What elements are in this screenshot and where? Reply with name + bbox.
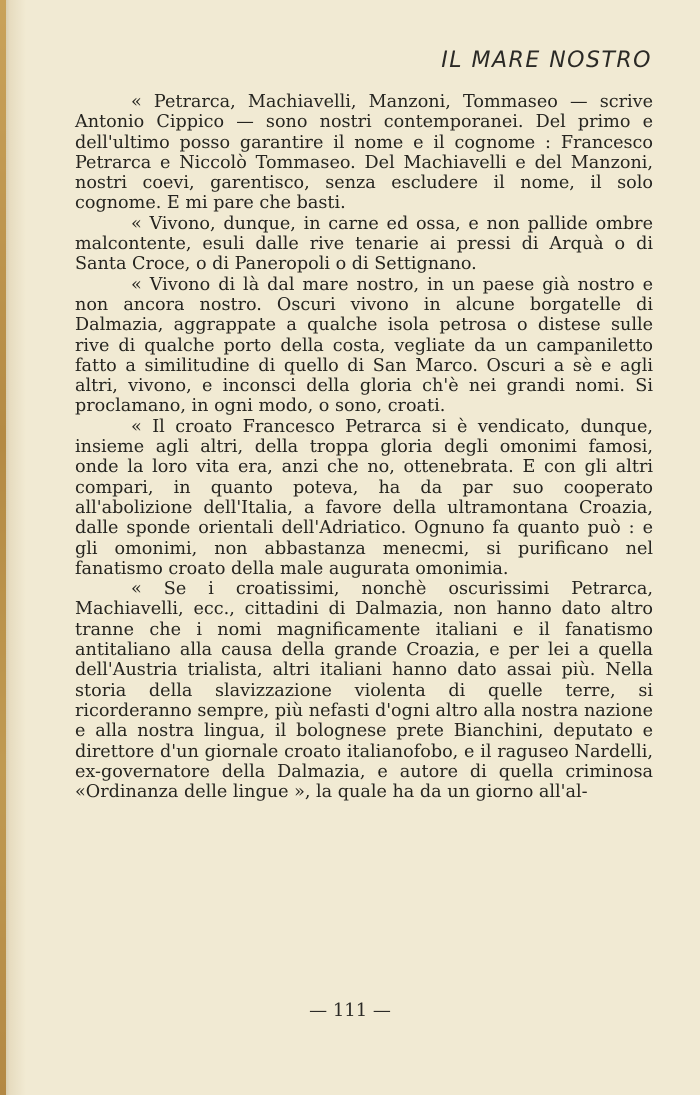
page-binding-edge xyxy=(0,0,6,1095)
paragraph-4: « Il croato Francesco Petrarca si è vendicato, dunque, insieme agli altri, della troppa gloria degli omonimi famosi, onde la loro vita era, anzi che no, ottenebrata. E con gli altri compari, in quanto poteva, ha da par suo cooperato all'abolizione dell'Italia, a favore della ultramontana Croazia, dalle sponde orientali dell'Adriatico. Ognuno fa quanto può : e gli omonimi, non abbastanza menecmi, si purificano nel fanatismo croato della male augurata omonimia. xyxy=(75,416,653,579)
page-number: — 111 — xyxy=(309,1000,391,1021)
paragraph-2: « Vivono, dunque, in carne ed ossa, e non pallide ombre malcontente, esuli dalle rive tenarie ai pressi di Arquà o di Santa Croce, o di Paneropoli o di Settignano. xyxy=(75,213,653,275)
paragraph-3: « Vivono di là dal mare nostro, in un paese già nostro e non ancora nostro. Oscuri vivono in alcune borgatelle di Dalmazia, aggrappate a qualche isola petrosa o distese sulle rive di qualche porto della costa, vegliate da un campaniletto fatto a similitudine di quello di San Marco. Oscuri a sè e agli altri, vivono, e inconsci della gloria ch'è nei grandi nomi. Si proclamano, in ogni modo, o sono, croati. xyxy=(75,274,653,417)
body-text xyxy=(75,92,653,802)
paragraph-5: « Se i croatissimi, nonchè oscurissimi Petrarca, Machiavelli, ecc., cittadini di Dalmazia, non hanno dato altro tranne che i nomi magnificamente italiani e il fanatismo antitaliano alla causa della grande Croazia, e per lei a quella dell'Austria trialista, altri italiani hanno dato assai più. Nella storia della slavizzazione violenta di quelle terre, si ricorderanno sempre, più nefasti d'ogni altro alla nostra nazione e alla nostra lingua, il bolognese prete Bianchini, deputato e direttore d'un giornale croato italianofobo, e il raguseo Nardelli, ex-governatore della Dalmazia, e autore di quella criminosa «Ordinanza delle lingue », la quale ha da un giorno all'al- xyxy=(75,579,653,803)
paragraph-1: « Petrarca, Machiavelli, Manzoni, Tommaseo — scrive Antonio Cippico — sono nostri contemporanei. Del primo e dell'ultimo posso garantire il nome e il cognome : Francesco Petrarca e Niccolò Tommaseo. Del Machiavelli e del Manzoni, nostri coevi, garentisco, senza escludere il nome, il solo cognome. E mi pare che basti. xyxy=(75,92,653,214)
running-head: IL MARE NOSTRO xyxy=(441,48,652,73)
